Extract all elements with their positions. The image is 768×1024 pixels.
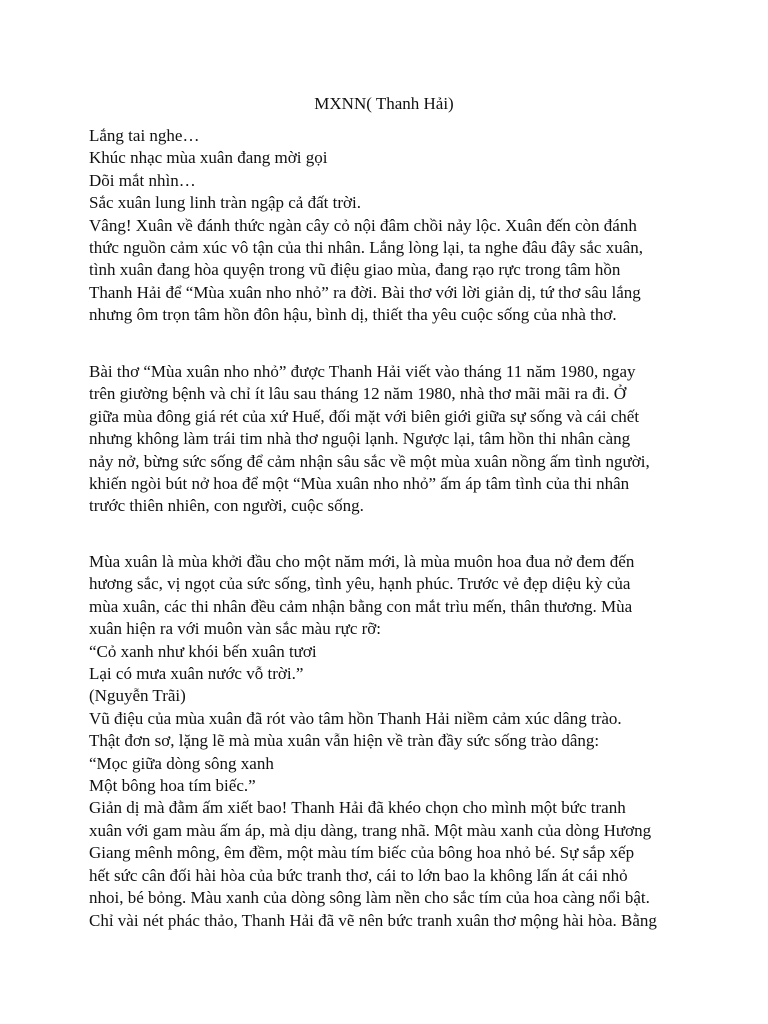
text-line: hết sức cân đối hài hòa của bức tranh thơ, cái to lớn bao la không lấn át cái nhỏ: [89, 865, 628, 885]
quote-line: “Cỏ xanh như khói bến xuân tươi: [89, 641, 317, 661]
text-line: hương sắc, vị ngọt của sức sống, tình yêu, hạnh phúc. Trước vẻ đẹp diệu kỳ của: [89, 574, 631, 594]
text-block-intro: [89, 125, 709, 327]
text-line: Thanh Hải để “Mùa xuân nho nhỏ” ra đời. Bài thơ với lời giản dị, tứ thơ sâu lắng: [89, 282, 641, 302]
quote-attribution: (Nguyễn Trãi): [89, 686, 186, 706]
text-line: nảy nở, bừng sức sống để cảm nhận sâu sắc về một mùa xuân nồng ấm tình người,: [89, 451, 650, 471]
text-block-analysis: [89, 551, 709, 932]
text-line: Thật đơn sơ, lặng lẽ mà mùa xuân vẫn hiện về tràn đầy sức sống trào dâng:: [89, 731, 600, 751]
text-line: xuân với gam màu ấm áp, mà dịu dàng, trang nhã. Một màu xanh của dòng Hương: [89, 820, 652, 840]
text-line: nhưng ôm trọn tâm hồn đôn hậu, bình dị, thiết tha yêu cuộc sống của nhà thơ.: [89, 305, 617, 325]
text-line: trên giường bệnh và chỉ ít lâu sau tháng 12 năm 1980, nhà thơ mãi mãi ra đi. Ở: [89, 384, 627, 404]
text-line: Vũ điệu của mùa xuân đã rót vào tâm hồn Thanh Hải niềm cảm xúc dâng trào.: [89, 708, 622, 728]
text-line: Mùa xuân là mùa khởi đầu cho một năm mới, là mùa muôn hoa đua nở đem đến: [89, 552, 635, 571]
text-line: khiến ngòi bút nở hoa để một “Mùa xuân nho nhỏ” ấm áp tâm tình của thi nhân: [89, 474, 630, 494]
text-line: Vâng! Xuân về đánh thức ngàn cây cỏ nội đâm chồi nảy lộc. Xuân đến còn đánh: [89, 215, 637, 235]
text-line: Sắc xuân lung linh tràn ngập cả đất trời.: [89, 193, 361, 213]
text-line: trước thiên nhiên, con người, cuộc sống.: [89, 496, 364, 516]
quote-line: Lại có mưa xuân nước vỗ trời.”: [89, 664, 304, 684]
text-line: Dõi mắt nhìn…: [89, 170, 196, 190]
text-line: nhưng không làm trái tim nhà thơ nguội lạnh. Ngược lại, tâm hồn thi nhân càng: [89, 429, 631, 449]
text-line: giữa mùa đông giá rét của xứ Huế, đối mặt với biên giới giữa sự sống và cái chết: [89, 406, 640, 426]
text-line: Bài thơ “Mùa xuân nho nhỏ” được Thanh Hải viết vào tháng 11 năm 1980, ngay: [89, 362, 636, 381]
document-title: MXNN( Thanh Hải): [314, 94, 454, 113]
quote-line: “Mọc giữa dòng sông xanh: [89, 753, 274, 773]
text-line: nhoi, bé bỏng. Màu xanh của dòng sông làm nền cho sắc tím của hoa càng nổi bật.: [89, 888, 650, 908]
text-line: mùa xuân, các thi nhân đều cảm nhận bằng con mắt trìu mến, thân thương. Mùa: [89, 596, 633, 616]
text-line: tình xuân đang hòa quyện trong vũ điệu giao mùa, đang rạo rực trong tâm hồn: [89, 260, 621, 280]
text-line: Lắng tai nghe…: [89, 126, 200, 145]
text-line: Khúc nhạc mùa xuân đang mời gọi: [89, 148, 328, 168]
text-line: Giản dị mà đằm ấm xiết bao! Thanh Hải đã khéo chọn cho mình một bức tranh: [89, 798, 626, 818]
quote-line: Một bông hoa tím biếc.”: [89, 776, 256, 796]
text-line: thức nguồn cảm xúc vô tận của thi nhân. Lắng lòng lại, ta nghe đâu đây sắc xuân,: [89, 238, 643, 258]
text-block-context: [89, 361, 709, 518]
text-line: Chỉ vài nét phác thảo, Thanh Hải đã vẽ nên bức tranh xuân thơ mộng hài hòa. Bằng: [89, 910, 657, 930]
text-line: xuân hiện ra với muôn vàn sắc màu rực rỡ:: [89, 619, 382, 639]
text-line: Giang mênh mông, êm đềm, một màu tím biếc của bông hoa nhỏ bé. Sự sắp xếp: [89, 843, 635, 863]
